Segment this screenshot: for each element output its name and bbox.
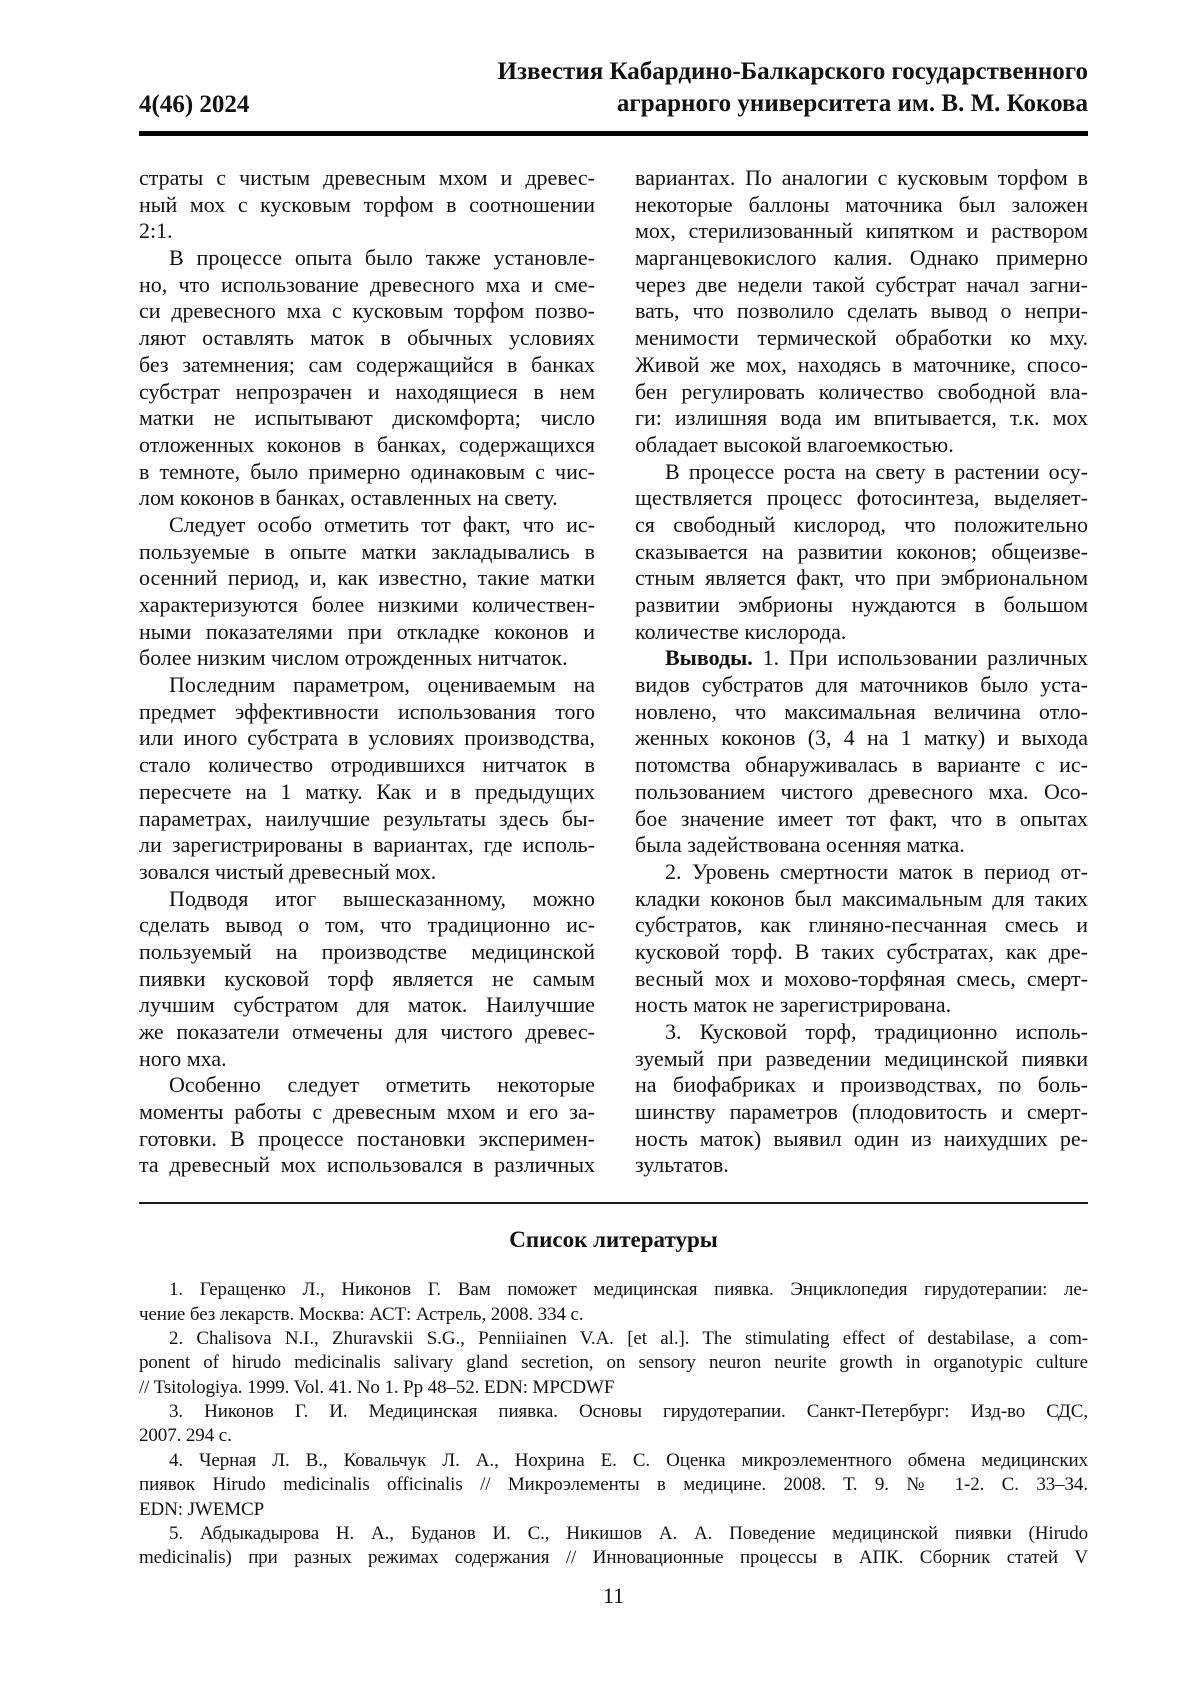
text-line: готовки. В процессе постановки эксперимен- — [139, 1125, 595, 1151]
text-line: кусковой торф. В таких субстратах, как дре- — [635, 938, 1088, 964]
text-line: Последним параметром, оцениваемым на — [169, 672, 595, 698]
paragraph — [635, 1019, 1088, 1179]
paragraph — [139, 1072, 595, 1179]
text-line: пиявок Hirudo medicinalis officinalis // Микроэлементы в медицине. 2008. Т. 9. № 1-2. С. 33–34. — [139, 1474, 1088, 1496]
paragraph — [139, 512, 595, 672]
header-rule — [139, 131, 1088, 136]
text-line: отложенных коконов в банках, содержащихся — [139, 431, 595, 457]
text-line: предмет эффективности использования того — [139, 698, 595, 724]
text-line: EDN: JWEMCP — [139, 1498, 265, 1520]
text-line: ся свободный кислород, что положительно — [635, 511, 1088, 537]
text-line: 4. Черная Л. В., Ковальчук Л. А., Нохрина Е. С. Оценка микроэлементного обмена медицинских — [169, 1449, 1088, 1471]
text-line: ность маток) выявил один из наихудших ре- — [635, 1125, 1088, 1151]
text-line: на биофабриках и производствах, по боль- — [635, 1072, 1088, 1098]
text-line: видов субстратов для маточников было уста- — [635, 672, 1088, 698]
text-line: но, что использование древесного мха и сме- — [139, 271, 595, 297]
text-line: бен регулировать количество свободной вла- — [635, 378, 1088, 404]
text-line: шинству параметров (плодовитость и смерт- — [635, 1099, 1088, 1125]
text-line: пиявки кусковой торф является не самым — [139, 965, 595, 991]
text-line: страты с чистым древесным мхом и древес- — [139, 165, 595, 190]
text-line: без затемнения; сам содержащийся в банках — [139, 351, 595, 377]
text-line: ность маток не зарегистрирована. — [635, 992, 952, 1018]
text-line: В процессе опыта было также установле- — [169, 245, 595, 271]
text-line: пересчете на 1 матку. Как и в предыдущих — [139, 778, 595, 804]
text-line: 2007. 294 с. — [139, 1425, 232, 1447]
text-line: сделать вывод о том, что традиционно ис- — [139, 912, 595, 938]
paragraph — [139, 672, 595, 886]
text-line: си древесного мха с кусковым торфом позво- — [139, 298, 595, 324]
text-line: была задействована осенняя матка. — [635, 832, 965, 858]
text-line: женных коконов (3, 4 на 1 матку) и выхода — [635, 725, 1088, 751]
running-head — [139, 0, 1088, 120]
text-line: более низким числом отрожденных нитчаток. — [139, 645, 568, 671]
journal-title — [498, 56, 1088, 120]
text-line: или иного субстрата в условиях производства, — [139, 725, 595, 751]
text-line: через две недели такой субстрат начал загни- — [635, 271, 1088, 297]
text-line: Подводя итог вышесказанному, можно — [169, 885, 595, 911]
text-line: пользуемые в опыте матки закладывались в — [139, 538, 595, 564]
text-line: лучшим субстратом для маток. Наилучшие — [139, 992, 595, 1018]
text-line: ный мох с кусковым торфом в соотношении — [139, 191, 595, 217]
reference-item — [139, 1449, 1088, 1522]
references-separator — [139, 1202, 1088, 1204]
right-column — [635, 165, 1088, 1179]
text-line: новлено, что максимальная величина отло- — [635, 698, 1088, 724]
text-line: // Tsitologiya. 1999. Vol. 41. No 1. Pp 48–52. EDN: MPCDWF — [139, 1376, 615, 1398]
text-line: весный мох и мохово-торфяная смесь, смерт- — [635, 965, 1088, 991]
text-line: 2. Chalisova N.I., Zhuravskii S.G., Penniiainen V.A. [et al.]. The stimulating effect of destabilase, a com- — [169, 1327, 1088, 1349]
text-line: 3. Никонов Г. И. Медицинская пиявка. Основы гирудотерапии. Санкт-Петербург: Изд-во СДС, — [169, 1401, 1088, 1423]
text-line: medicinalis) при разных режимах содержания // Инновационные процессы в АПК. Сборник статей V — [139, 1547, 1088, 1569]
text-line: же показатели отмечены для чистого древес- — [139, 1019, 595, 1044]
references-heading: Список литературы — [509, 1227, 718, 1253]
text-line: ного мха. — [139, 1045, 227, 1071]
text-line: ponent of hirudo medicinalis salivary gland secretion, on sensory neuron neurite growth in organotypic culture — [139, 1352, 1088, 1374]
page-number: 11 — [602, 1582, 625, 1608]
reference-item — [139, 1327, 1088, 1400]
text-line: пользованием чистого древесного мха. Осо- — [635, 778, 1088, 804]
paragraph — [635, 859, 1088, 1019]
text-line: марганцевокислого калия. Однако примерно — [635, 245, 1088, 271]
text-line: ли зарегистрированы в вариантах, где исполь- — [139, 832, 595, 858]
text-line: зультатов. — [635, 1152, 729, 1178]
text-line: 2. Уровень смертности маток в период от- — [665, 858, 1088, 884]
text-line: Выводы. 1. При использовании различных — [665, 645, 1088, 671]
text-line: осенний период, и, как известно, такие матки — [139, 565, 595, 591]
text-line: 3. Кусковой торф, традиционно исполь- — [665, 1019, 1088, 1044]
text-line: Следует особо отметить тот факт, что ис- — [169, 511, 595, 537]
reference-list — [139, 1278, 1088, 1571]
reference-item — [139, 1522, 1088, 1571]
left-column — [139, 165, 595, 1179]
text-line: субстрат непрозрачен и находящиеся в нем — [139, 378, 595, 404]
text-line: вать, что позволило сделать вывод о непри- — [635, 298, 1088, 324]
text-line: параметрах, наилучшие результаты здесь бы- — [139, 805, 595, 831]
text-line: лом коконов в банках, оставленных на свету. — [139, 485, 558, 511]
text-line: количестве кислорода. — [635, 618, 847, 644]
text-line: 2:1. — [139, 218, 173, 244]
text-line: развитии эмбрионы нуждаются в большом — [635, 592, 1088, 617]
reference-item — [139, 1278, 1088, 1327]
paragraph — [139, 886, 595, 1073]
text-line: ги: излишняя вода им впитывается, т.к. мох — [635, 405, 1088, 431]
text-line: сказывается на развитии коконов; общеизве- — [635, 538, 1088, 564]
text-line: моменты работы с древесным мхом и его за- — [139, 1099, 595, 1125]
text-line: 1. Геращенко Л., Никонов Г. Вам поможет медицинская пиявка. Энциклопедия гирудотерапии: ле- — [169, 1279, 1088, 1301]
text-line: вариантах. По аналогии с кусковым торфом в — [635, 165, 1088, 190]
text-line: та древесный мох использовался в различных — [139, 1152, 595, 1178]
journal-title-line1: Известия Кабардино-Балкарского государственного — [497, 58, 1088, 85]
paragraph — [635, 165, 1088, 459]
journal-title-line2: аграрного университета им. В. М. Кокова — [616, 90, 1088, 117]
text-line: Живой же мох, находясь в маточнике, спосо- — [635, 351, 1088, 377]
text-line: стным является факт, что при эмбриональном — [635, 565, 1088, 591]
text-line: ными показателями при откладке коконов и — [139, 618, 595, 644]
text-line: зовался чистый древесный мох. — [139, 858, 437, 884]
text-line: ляют оставлять маток в обычных условиях — [139, 325, 595, 351]
text-line: пользуемый на производстве медицинской — [139, 938, 595, 964]
page-content — [139, 0, 1088, 1609]
paragraph — [635, 459, 1088, 646]
paragraph — [139, 245, 595, 512]
text-line: бое значение имеет тот факт, что в опытах — [635, 805, 1088, 831]
paragraph — [139, 165, 595, 245]
text-line: матки не испытывают дискомфорта; число — [139, 405, 595, 431]
text-line: 5. Абдыкадырова Н. А., Буданов И. С., Никишов А. А. Поведение медицинской пиявки (Hirudo — [169, 1523, 1088, 1545]
text-line: стало количество отродившихся нитчаток в — [139, 752, 595, 778]
issue-number: 4(46) 2024 — [139, 91, 250, 118]
text-line: чение без лекарств. Москва: АСТ: Астрель, 2008. 334 с. — [139, 1303, 584, 1325]
text-line: Особенно следует отметить некоторые — [169, 1072, 595, 1098]
text-line: ществляется процесс фотосинтеза, выделяет- — [635, 485, 1088, 511]
text-line: субстратов, как глиняно-песчанная смесь и — [635, 912, 1088, 938]
paragraph — [635, 645, 1088, 859]
reference-item — [139, 1400, 1088, 1449]
text-line: менимости термической обработки ко мху. — [635, 325, 1088, 351]
text-line: мох, стерилизованный кипятком и раствором — [635, 218, 1088, 244]
text-line: В процессе роста на свету в растении осу- — [665, 458, 1088, 484]
text-line: кладки коконов был максимальным для таких — [635, 885, 1088, 911]
text-line: обладает высокой влагоемкостью. — [635, 431, 954, 457]
text-line: зуемый при разведении медицинской пиявки — [635, 1045, 1088, 1071]
text-line: потомства обнаруживалась в варианте с ис- — [635, 752, 1088, 778]
article-body — [139, 165, 1088, 1179]
text-line: в темноте, было примерно одинаковым с чис- — [139, 458, 595, 484]
text-line: некоторые баллоны маточника был заложен — [635, 191, 1088, 217]
text-line: характеризуются более низкими количествен- — [139, 592, 595, 617]
